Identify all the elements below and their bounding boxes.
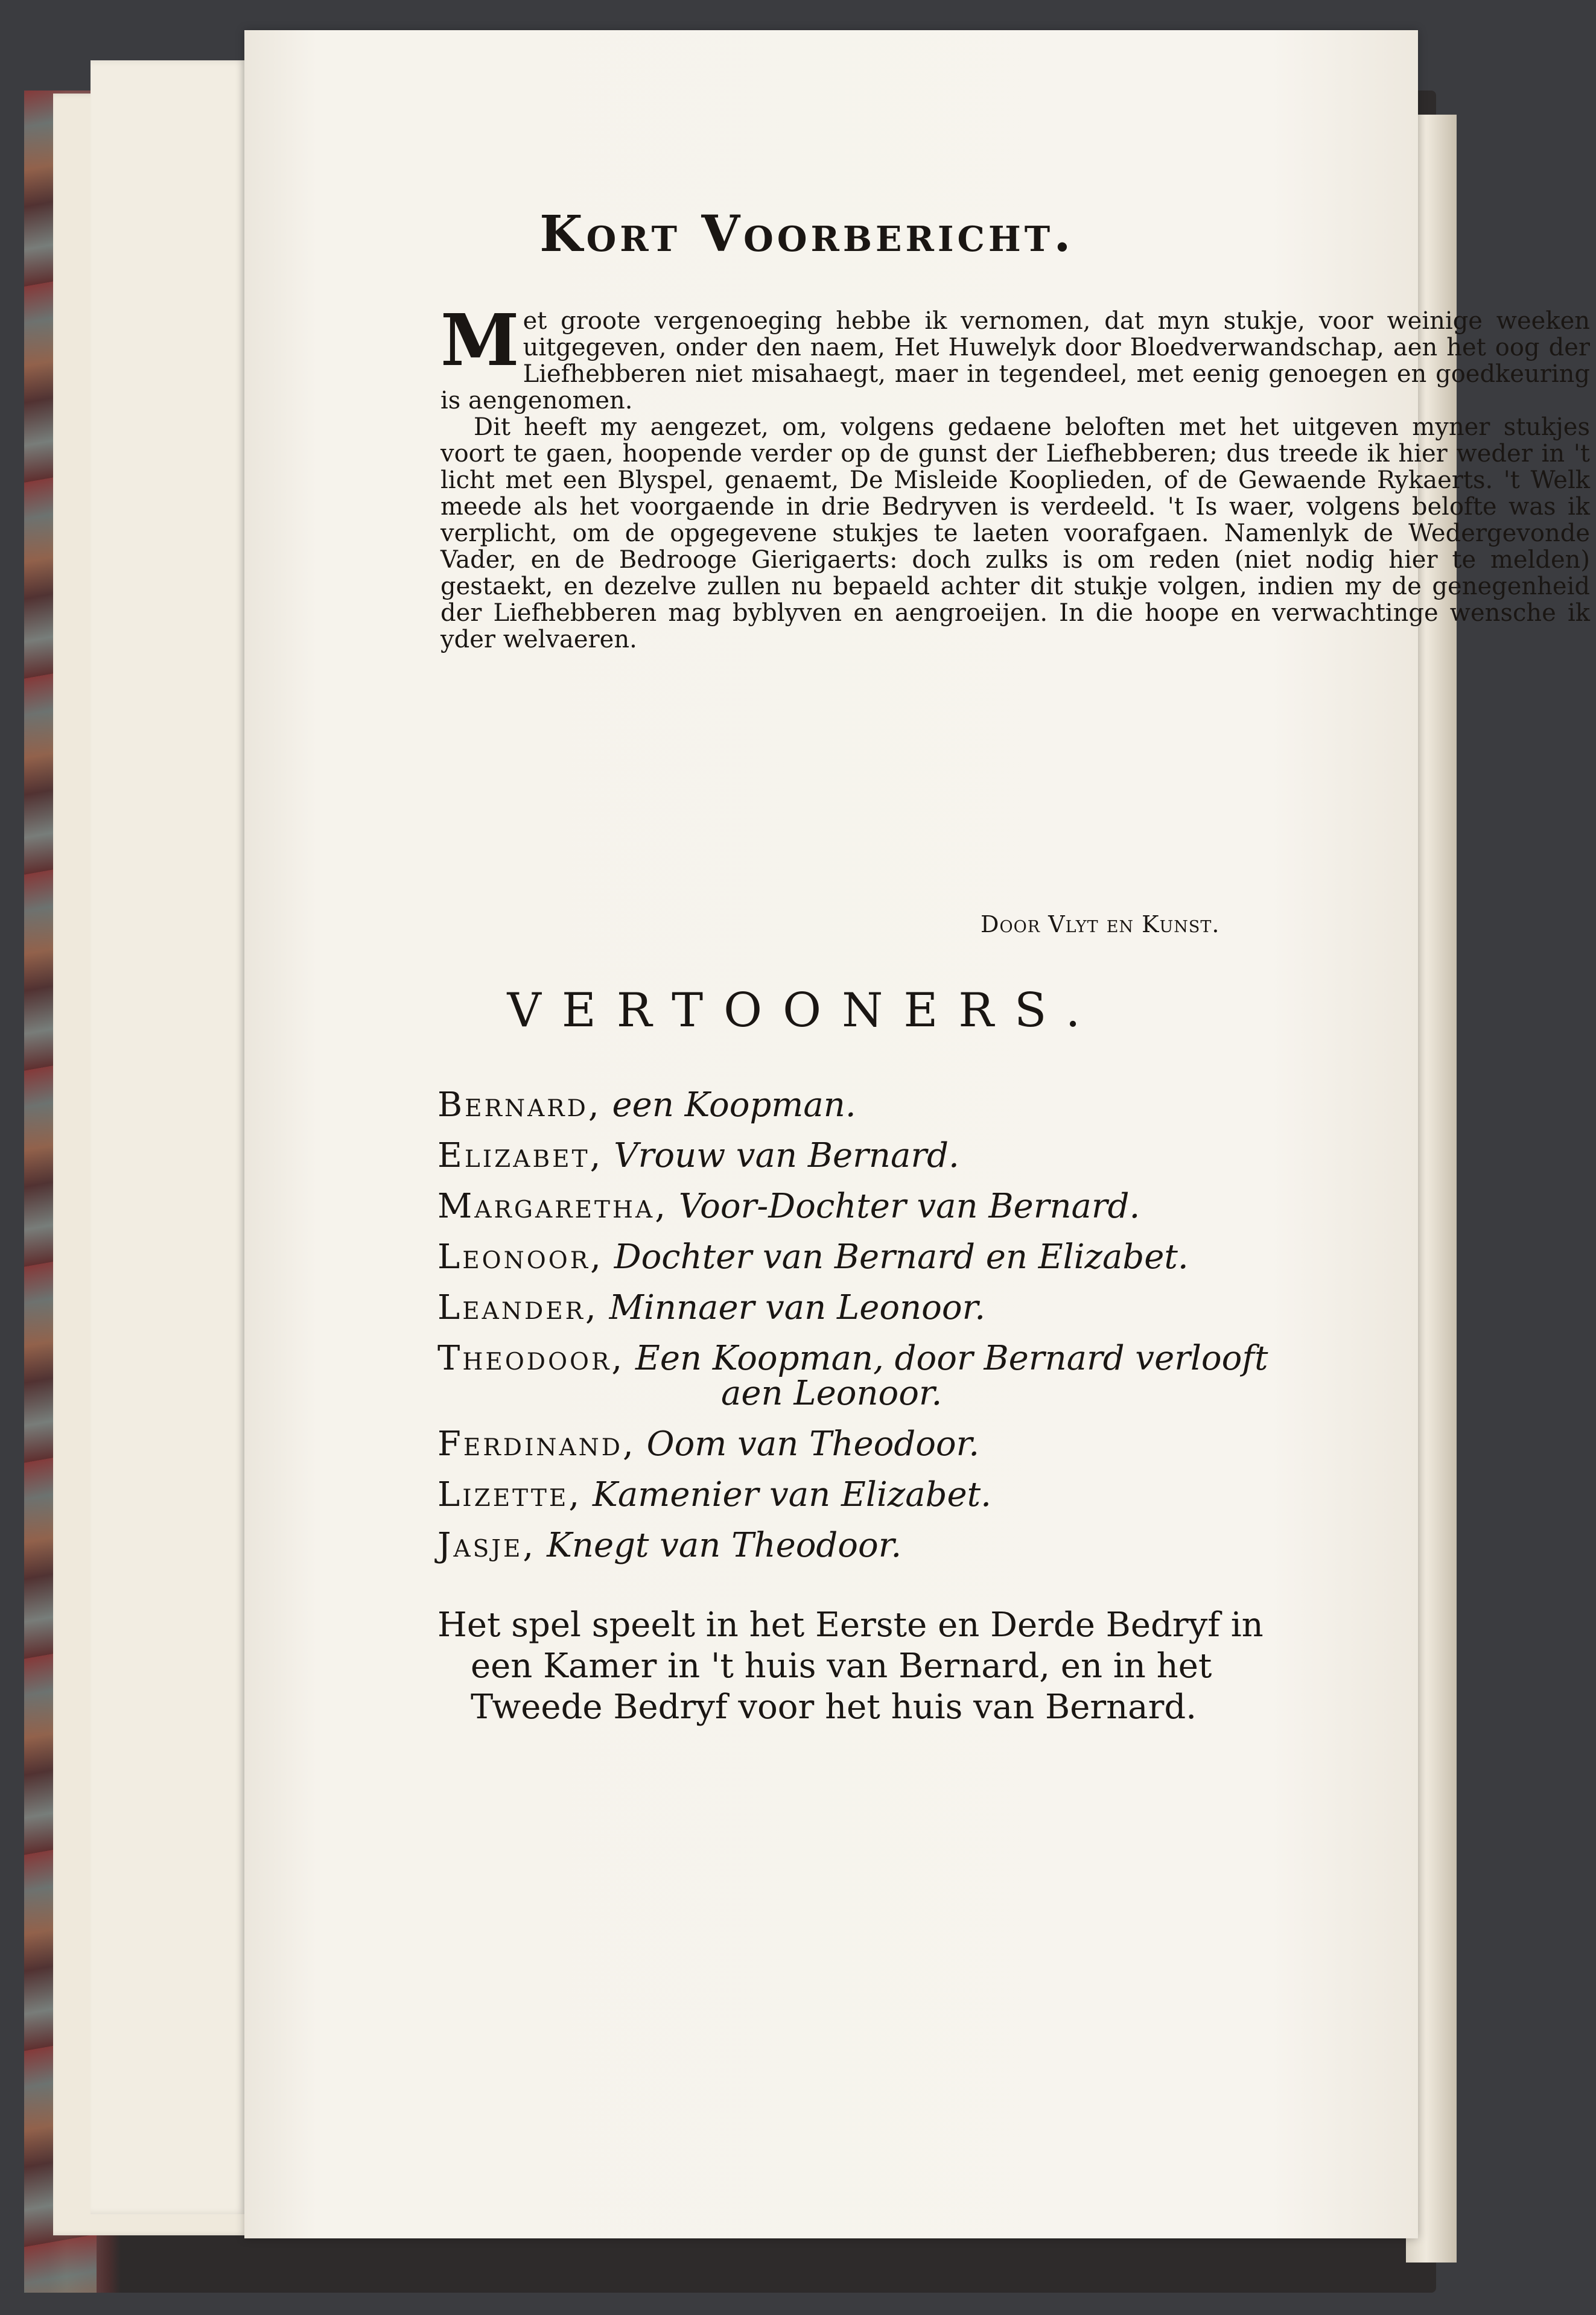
setting-line: Het spel speelt in het Eerste en Derde Bedryf in <box>437 1605 1264 1645</box>
cast-item <box>437 1181 1596 1232</box>
cast-description: Voor-Dochter van Bernard. <box>678 1187 1140 1226</box>
setting-line: Tweede Bedryf voor het huis van Bernard. <box>471 1688 1197 1727</box>
setting-note <box>437 1605 1584 1728</box>
cast-name: Leonoor, <box>437 1237 603 1277</box>
cast-item <box>437 1520 1596 1571</box>
foreword-paragraph-2: Dit heeft my aengezet, om, volgens gedaene beloften met het uitgeven myner stukjes voort te gaen, hoopende verder op de gunst der Liefhebberen; dus treede ik hier weder in 't licht met een Blyspel, genaemt, De Misleide Kooplieden, of de Gewaende Rykaerts. 't Welk meede als het voorgaende in drie Bedryven is verdeeld. 't Is waer, volgens belofte was ik verplicht, om de opgegevene stukjes te laeten voorafgaen. Namenlyk de Wedergevonde Vader, en de Bedrooge Gierigaerts: doch zulks is om reden (niet nodig hier te melden) gestaekt, en dezelve zullen nu bepaeld achter dit stukje volgen, indien my de genegenheid der Liefhebberen mag byblyven en aengroeijen. In die hoope en verwachtinge wensche ik yder welvaeren. <box>440 413 1590 653</box>
cast-name: Theodoor, <box>437 1339 625 1378</box>
cast-name: Margaretha, <box>437 1187 669 1226</box>
cast-heading: VERTOONERS. <box>507 983 1101 1038</box>
cast-description: Vrouw van Bernard. <box>614 1136 959 1175</box>
drop-cap: M <box>440 298 520 382</box>
cast-description: Een Koopman, door Bernard verlooft <box>635 1339 1268 1378</box>
cast-description: Kamenier van Elizabet. <box>593 1475 991 1514</box>
foreword-text <box>440 298 1590 653</box>
cast-item <box>437 1131 1596 1181</box>
cast-description: een Koopman. <box>612 1085 856 1125</box>
cast-name: Elizabet, <box>437 1136 603 1175</box>
cast-description: Minnaer van Leonoor. <box>609 1288 985 1327</box>
cast-name: Lizette, <box>437 1475 582 1514</box>
signature: Door Vlyt en Kunst. <box>981 911 1220 938</box>
cast-name: Jasje, <box>437 1526 536 1565</box>
cast-item <box>437 1470 1596 1520</box>
cast-item <box>437 1283 1596 1333</box>
cast-item <box>437 1419 1596 1470</box>
cast-description: Oom van Theodoor. <box>646 1424 980 1464</box>
cast-description-continued: aen Leonoor. <box>721 1374 943 1413</box>
foreword-paragraph-1 <box>440 298 1590 414</box>
cast-item <box>437 1232 1596 1283</box>
cast-description: Knegt van Theodoor. <box>547 1526 902 1565</box>
back-leaf-inner <box>91 60 247 2214</box>
cast-name: Bernard, <box>437 1085 602 1125</box>
foreword-heading: Kort Voorbericht. <box>539 205 1075 263</box>
cast-list <box>437 1080 1596 1571</box>
foreword-paragraph-1-text: et groote vergenoeging hebbe ik vernomen, dat myn stukje, voor weinige weeken uitgegeven, onder den naem, Het Huwelyk door Bloedverwandschap, aen het oog der Liefhebberen niet misahaegt, maer in tegendeel, met eenig genoegen en goedkeuring is aengenomen. <box>440 307 1590 414</box>
cast-item <box>437 1080 1596 1131</box>
cast-name: Ferdinand, <box>437 1424 636 1464</box>
cast-name: Leander, <box>437 1288 599 1327</box>
book-page <box>244 30 1590 2238</box>
setting-line: een Kamer in 't huis van Bernard, en in het <box>471 1647 1212 1686</box>
cast-description: Dochter van Bernard en Elizabet. <box>614 1237 1189 1277</box>
